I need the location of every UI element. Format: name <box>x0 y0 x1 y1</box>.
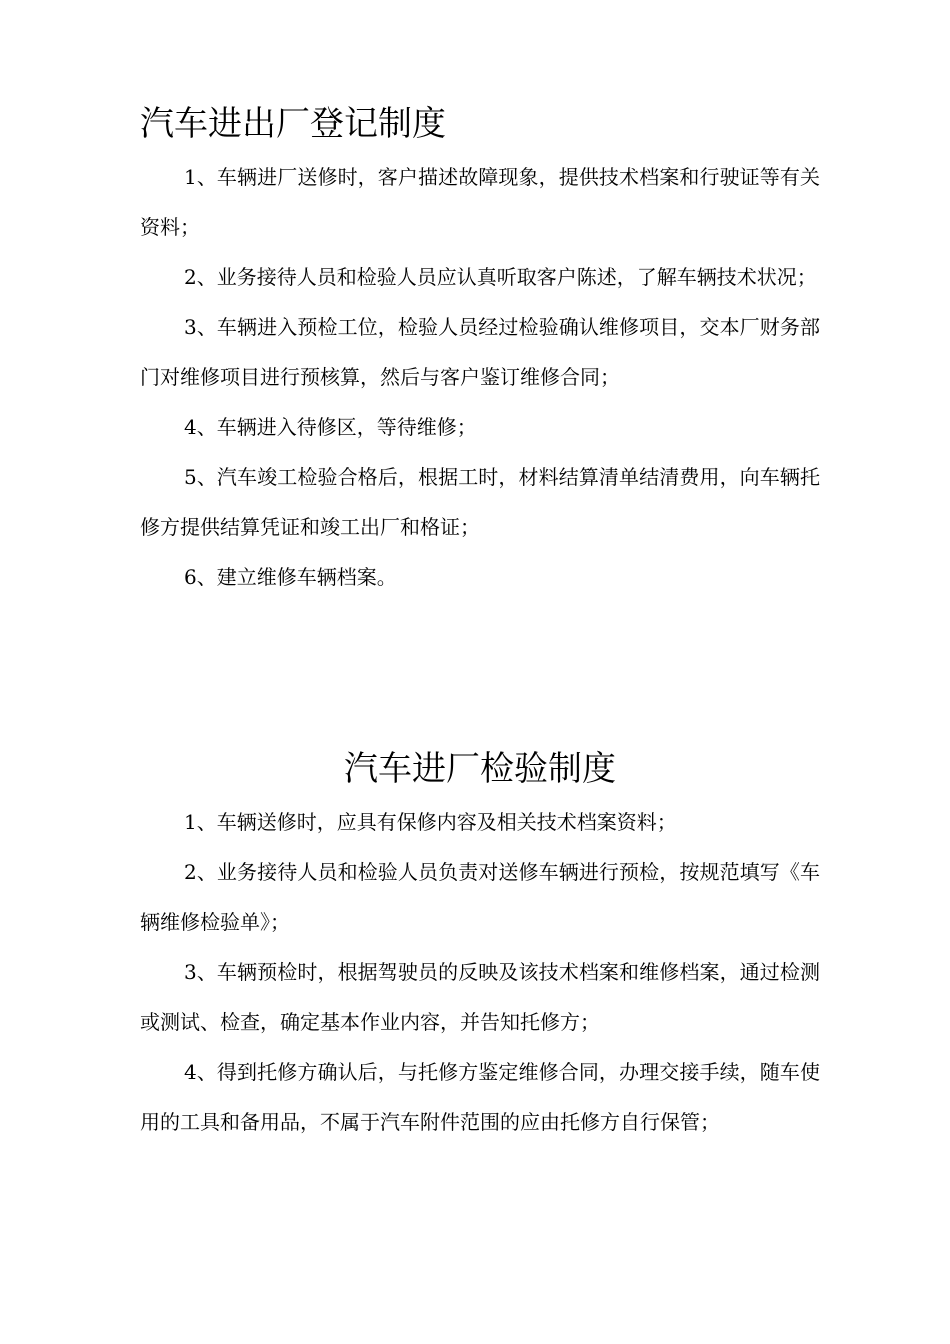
paragraph-item: 3、车辆进入预检工位，检验人员经过检验确认维修项目，交本厂财务部门对维修项目进行预核算，然后与客户鉴订维修合同； <box>140 315 820 389</box>
section-title: 汽车进出厂登记制度 <box>140 104 446 144</box>
paragraph-item: 6、建立维修车辆档案。 <box>184 565 397 589</box>
paragraph-item: 2、业务接待人员和检验人员应认真听取客户陈述，了解车辆技术状况； <box>184 265 817 289</box>
paragraph-item: 5、汽车竣工检验合格后，根据工时，材料结算清单结清费用，向车辆托修方提供结算凭证和竣工出厂和格证； <box>140 465 820 539</box>
paragraph-item: 4、得到托修方确认后，与托修方鉴定维修合同，办理交接手续，随车使用的工具和备用品，不属于汽车附件范围的应由托修方自行保管； <box>140 1060 820 1134</box>
section-registration-system <box>140 98 820 602</box>
paragraph-item: 3、车辆预检时，根据驾驶员的反映及该技术档案和维修档案，通过检测或测试、检查，确定基本作业内容，并告知托修方； <box>140 960 820 1034</box>
section-inspection-system <box>140 743 820 1147</box>
paragraph-item: 2、业务接待人员和检验人员负责对送修车辆进行预检，按规范填写《车辆维修检验单》； <box>140 860 820 934</box>
paragraph-item: 1、车辆进厂送修时，客户描述故障现象，提供技术档案和行驶证等有关资料； <box>140 165 820 239</box>
paragraph-item: 4、车辆进入待修区，等待维修； <box>184 415 477 439</box>
section-title: 汽车进厂检验制度 <box>344 749 616 789</box>
paragraph-item: 1、车辆送修时，应具有保修内容及相关技术档案资料； <box>184 810 677 834</box>
